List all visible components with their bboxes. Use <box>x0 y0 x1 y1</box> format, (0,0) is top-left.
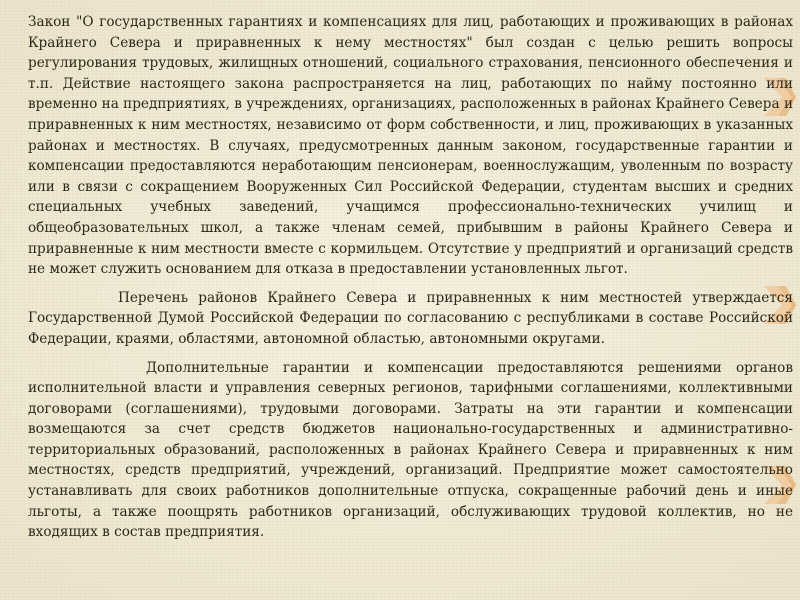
document-body <box>28 12 793 543</box>
paragraph-additional-guarantees: Дополнительные гарантии и компенсации предоставляются решениями органов исполнительной власти и управления северных регионов, тарифными соглашениями, коллективными договорами (соглашениями), трудовыми договорами. Затраты на эти гарантии и компенсации возмещаются за счет средств бюджетов национально-государственных и административно-территориальных образований, расположенных в районах Крайнего Севера и приравненных к ним местностях, средств предприятий, учреждений, организаций. Предприятие может самостоятельно устанавливать для своих работников дополнительные отпуска, сокращенные рабочий день и иные льготы, а также поощрять работников организаций, обслуживающих трудовой коллектив, но не входящих в состав предприятия. <box>28 359 793 541</box>
paragraph-law-scope: Закон "О государственных гарантиях и компенсациях для лиц, работающих и проживающих в районах Крайнего Севера и приравненных к нему местностях" был создан с целью решить вопросы регулирования трудовых, жилищных отношений, социального страхования, пенсионного обеспечения и т.п. Действие настоящего закона распространяется на лиц, работающих по найму постоянно или временно на предприятиях, в учреждениях, организациях, расположенных в районах Крайнего Севера и приравненных к ним местностях, независимо от форм собственности, и лиц, проживающих в указанных районах и местностях. В случаях, предусмотренных данным законом, государственные гарантии и компенсации предоставляются неработающим пенсионерам, военнослужащим, уволенным по возрасту или в связи с сокращением Вооруженных Сил Российской Федерации, студентам высших и средних специальных учебных заведений, учащимся профессионально-технических училищ и общеобразовательных школ, а также членам семей, прибывшим в районы Крайнего Севера и приравненные к ним местности вместе с кормильцем. Отсутствие у предприятий и организаций средств не может служить основанием для отказа в предоставлении установленных льгот. <box>28 14 793 278</box>
paragraph-regions-list: Перечень районов Крайнего Севера и приравненных к ним местностей утверждается Государственной Думой Российской Федерации по согласованию с республиками в составе Российской Федерации, краями, областями, автономной областью, автономными округами. <box>28 289 793 347</box>
